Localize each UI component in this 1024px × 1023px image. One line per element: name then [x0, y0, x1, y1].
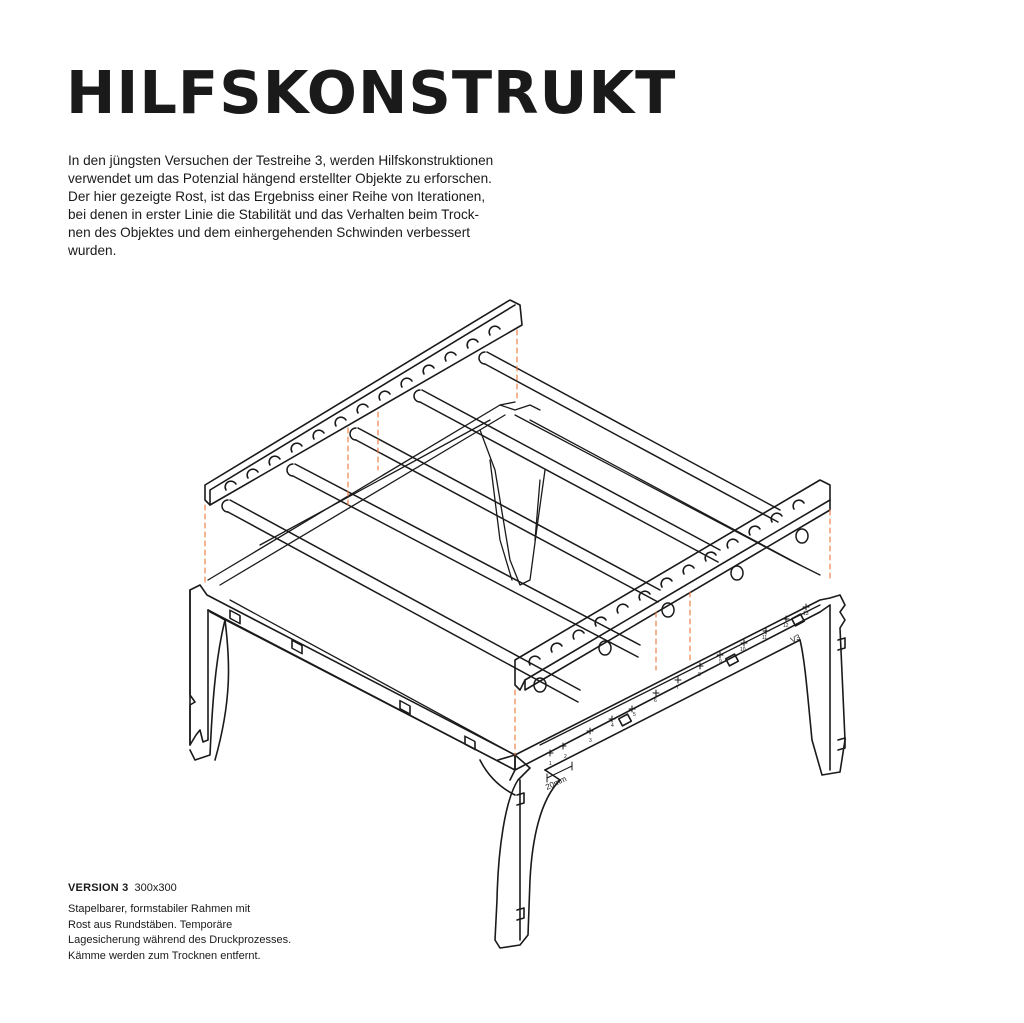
- caption-line: Rost aus Rundstäben. Temporäre: [68, 918, 233, 931]
- caption-text: [68, 902, 368, 964]
- ruler-label: 1: [549, 761, 552, 767]
- alignment-guides: [205, 330, 830, 755]
- ruler-label: 8: [698, 672, 701, 678]
- frame-interior: [208, 402, 820, 770]
- ruler-label: 2: [564, 754, 567, 760]
- frame-side-right: [515, 595, 845, 775]
- ruler-label: 7: [676, 685, 679, 691]
- ruler-label: 6: [654, 698, 657, 704]
- intro-line: bei denen in erster Linie die Stabilität und das Verhalten beim Trock-: [68, 207, 480, 222]
- ruler-label: 3: [589, 738, 592, 744]
- intro-line: nen des Objektes und dem einhergehenden Schwinden verbessert: [68, 225, 471, 240]
- caption-line: Lagesicherung während des Druckprozesses.: [68, 934, 292, 946]
- ruler-label: 9: [719, 659, 722, 665]
- version-mark: V3: [789, 632, 802, 645]
- caption-line: Stapelbarer, formstabiler Rahmen mit: [68, 903, 251, 915]
- caption-block: [68, 880, 368, 964]
- ruler-label: 4: [611, 723, 614, 729]
- page-title: HILFSKONSTRUKT: [66, 58, 677, 127]
- size-label: 300x300: [134, 882, 177, 894]
- round-rods: [222, 352, 808, 702]
- ruler-label: 13: [803, 611, 809, 617]
- intro-line: verwendet um das Potenzial hängend erstellter Objekte zu erforschen.: [68, 171, 492, 186]
- scale-label: 20mm: [544, 774, 568, 792]
- intro-line: In den jüngsten Versuchen der Testreihe 3, werden Hilfskonstruktionen: [68, 153, 494, 168]
- caption-heading: [68, 880, 368, 896]
- ruler-label: 12: [783, 623, 789, 629]
- intro-line: wurden.: [68, 243, 117, 258]
- version-label: VERSION 3: [68, 882, 129, 894]
- frame-side-left: [190, 585, 515, 770]
- comb-back: [205, 300, 522, 505]
- comb-front: [515, 480, 830, 690]
- caption-line: Kämme werden zum Trocknen entfernt.: [68, 949, 261, 962]
- ruler-label: 5: [633, 712, 636, 718]
- ruler-label: 11: [762, 635, 768, 641]
- ruler-label: 10: [740, 647, 746, 653]
- intro-line: Der hier gezeigte Rost, ist das Ergebniss einer Reihe von Iterationen,: [68, 189, 486, 204]
